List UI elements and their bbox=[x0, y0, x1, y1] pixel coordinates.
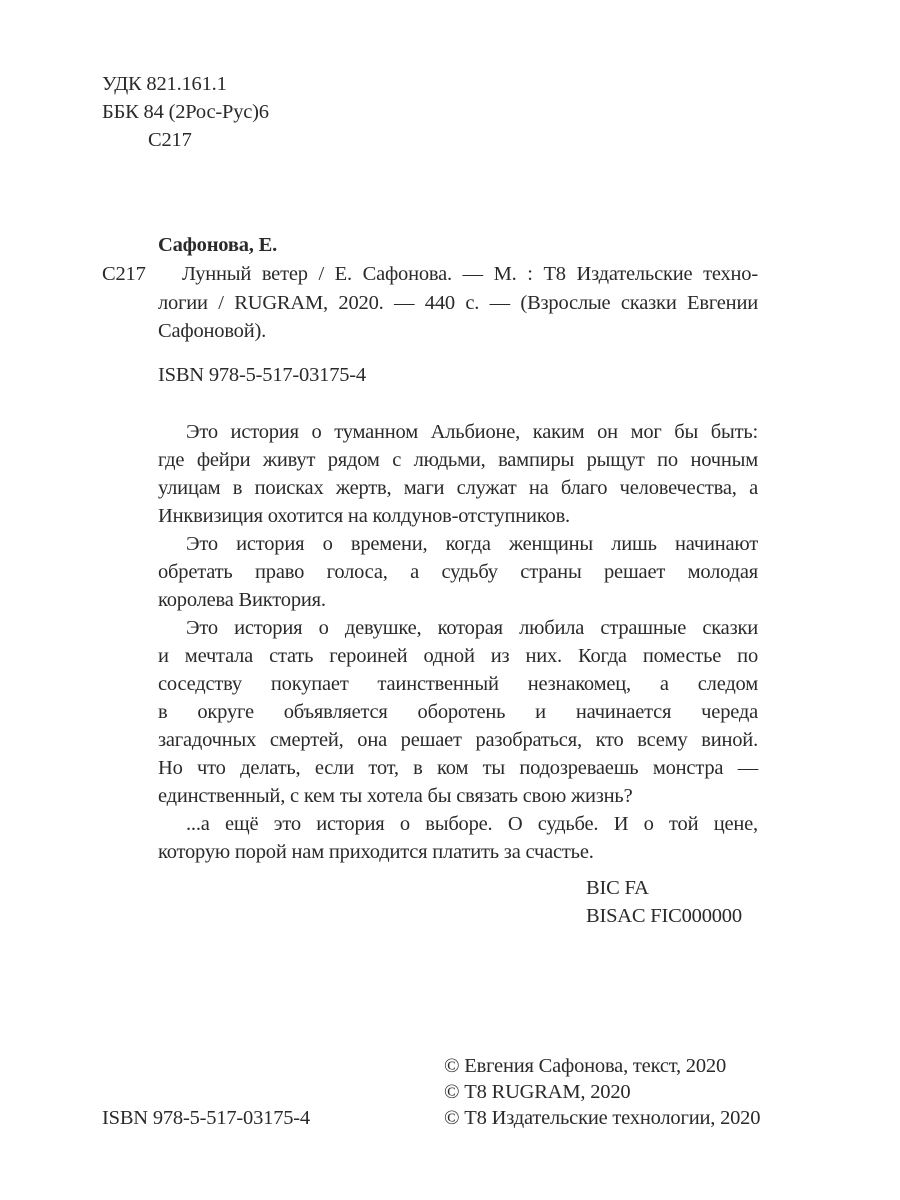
annotation-line: загадочных смертей, она решает разобраться, кто всему виной. bbox=[158, 729, 758, 751]
annotation-line: единственный, с кем ты хотела бы связать свою жизнь? bbox=[158, 785, 633, 807]
bbk-code: ББК 84 (2Рос-Рус)6 bbox=[102, 101, 269, 123]
copyright-line: © Евгения Сафонова, текст, 2020 bbox=[444, 1055, 726, 1077]
annotation-line: обретать право голоса, а судьбу страны решает молодая bbox=[158, 561, 758, 583]
annotation-line: Но что делать, если тот, в ком ты подозреваешь монстра — bbox=[158, 757, 758, 779]
annotation-line: улицам в поисках жертв, маги служат на благо человечества, а bbox=[158, 477, 758, 499]
udk-code: УДК 821.161.1 bbox=[102, 73, 227, 95]
annotation-line: Инквизиция охотится на колдунов-отступников. bbox=[158, 505, 570, 527]
author-heading: Сафонова, Е. bbox=[158, 234, 278, 256]
annotation-line: и мечтала стать героиней одной из них. Когда поместье по bbox=[158, 645, 758, 667]
bic-code: BIC FA bbox=[586, 877, 649, 899]
annotation-line: ...а ещё это история о выборе. О судьбе. И о той цене, bbox=[186, 813, 758, 835]
entry-line: Сафоновой). bbox=[158, 320, 267, 342]
copyright-line: © Т8 Издательские технологии, 2020 bbox=[444, 1107, 761, 1129]
annotation-line: Это история о туманном Альбионе, каким он мог бы быть: bbox=[186, 421, 758, 443]
annotation-line: в округе объявляется оборотень и начинается череда bbox=[158, 701, 758, 723]
author-mark: С217 bbox=[148, 129, 192, 151]
entry-line: логии / RUGRAM, 2020. — 440 с. — (Взрослые сказки Евгении bbox=[158, 292, 758, 314]
copyright-line: © Т8 RUGRAM, 2020 bbox=[444, 1081, 631, 1103]
annotation-line: которую порой нам приходится платить за счастье. bbox=[158, 841, 594, 863]
entry-author-mark: С217 bbox=[102, 263, 146, 285]
annotation-line: Это история о времени, когда женщины лишь начинают bbox=[186, 533, 758, 555]
footer-isbn: ISBN 978-5-517-03175-4 bbox=[102, 1107, 310, 1129]
entry-line: Лунный ветер / Е. Сафонова. — М. : Т8 Издательские техно- bbox=[182, 263, 758, 285]
annotation-line: где фейри живут рядом с людьми, вампиры рыщут по ночным bbox=[158, 449, 758, 471]
isbn: ISBN 978-5-517-03175-4 bbox=[158, 364, 366, 386]
bisac-code: BISAC FIC000000 bbox=[586, 905, 742, 927]
annotation-line: соседству покупает таинственный незнакомец, а следом bbox=[158, 673, 758, 695]
annotation-line: Это история о девушке, которая любила страшные сказки bbox=[186, 617, 758, 639]
annotation-line: королева Виктория. bbox=[158, 589, 326, 611]
